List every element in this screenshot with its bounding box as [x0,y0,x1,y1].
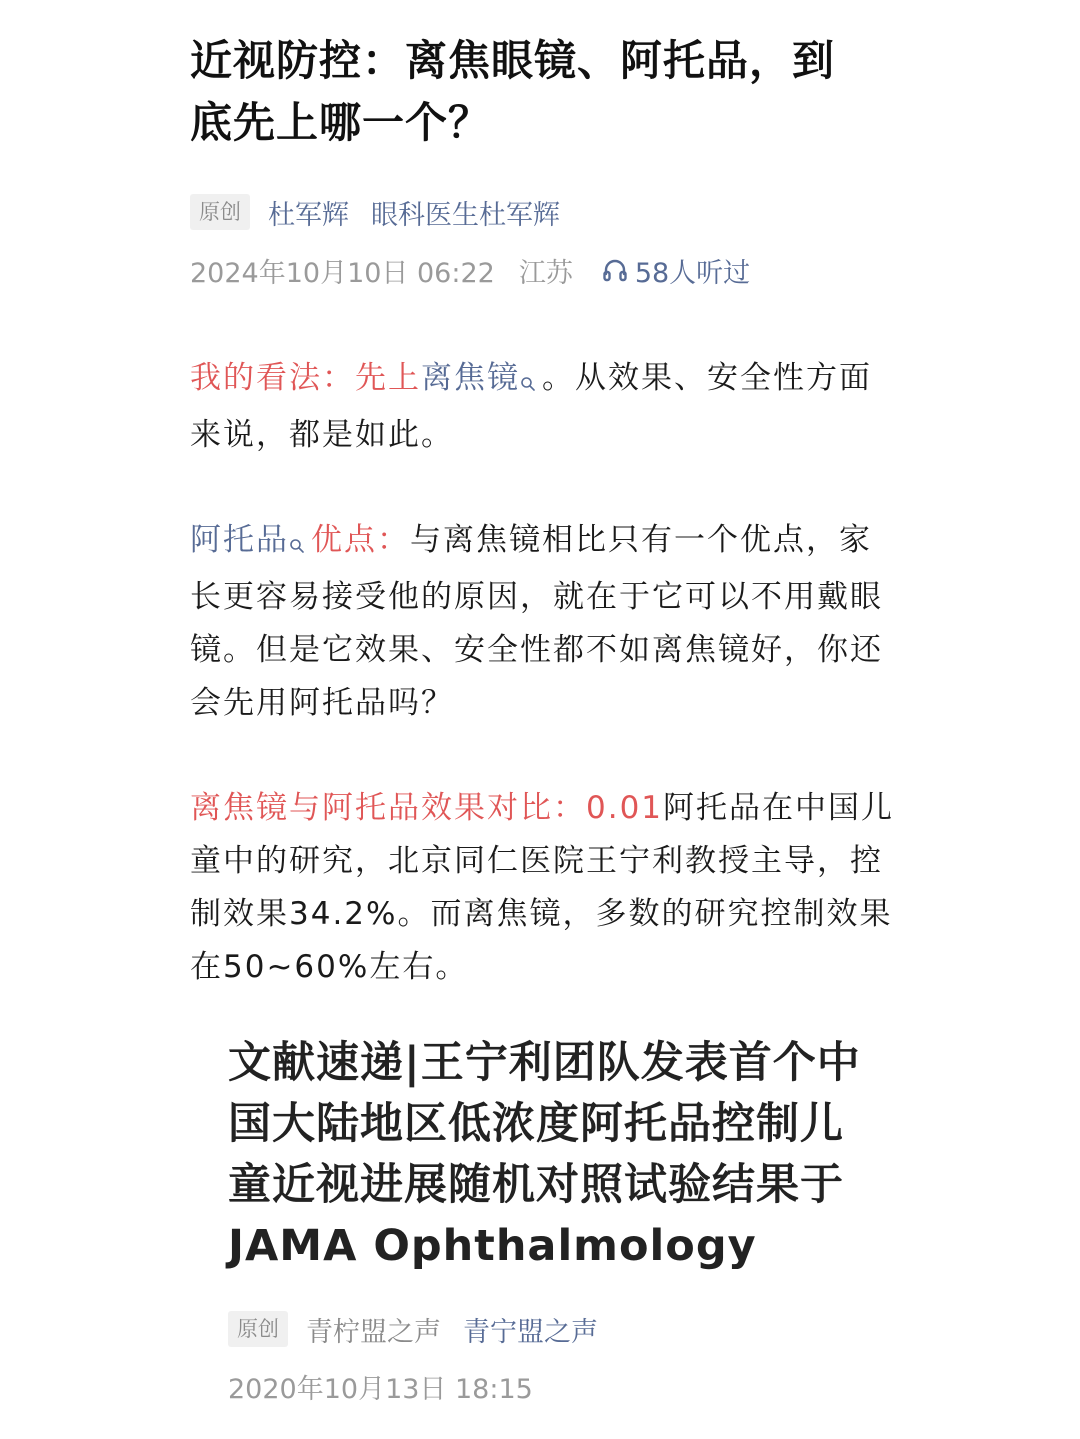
search-icon[interactable] [520,356,536,409]
article-meta-secondary [190,250,900,290]
search-icon[interactable] [289,518,305,571]
publish-date: 2024年10月10日 06:22 [190,257,495,289]
account-link[interactable]: 眼科医生杜军辉 [371,199,560,231]
headphone-icon [601,256,629,284]
original-badge: 原创 [190,194,250,230]
comparison-text: 阿托品在中国儿童中的研究，北京同仁医院王宁利教授主导，控制效果34.2%。而离焦镜，多数的研究控制效果在50~60%左右。 [190,790,895,985]
article-title-line2: 底先上哪一个？ [190,98,492,147]
keyword-link-lijiaojing[interactable]: 离焦镜 [421,360,520,396]
opinion-text: 。从效果、安全性方面来说，都是如此。 [190,360,872,453]
article-meta [190,192,900,232]
quoted-article-meta [228,1309,868,1349]
quoted-author: 青柠盟之声 [306,1316,441,1348]
opinion-label: 我的看法：先上 [190,360,421,396]
publish-location: 江苏 [518,257,573,289]
paragraph-opinion [190,352,900,462]
quoted-article-title: 文献速递|王宁利团队发表首个中国大陆地区低浓度阿托品控制儿童近视进展随机对照试验结果于JAMA Ophthalmology [228,1038,861,1271]
quoted-account-link[interactable]: 青宁盟之声 [463,1316,598,1348]
advantage-text: 与离焦镜相比只有一个优点，家长更容易接受他的原因，就在于它可以不用戴眼镜。但是它效果、安全性都不如离焦镜好，你还会先用阿托品吗？ [190,522,883,721]
article-title-line1: 近视防控：离焦眼镜、阿托品，到 [190,36,836,85]
author-link[interactable]: 杜军辉 [268,199,349,231]
article-title [190,30,900,154]
comparison-label: 离焦镜与阿托品效果对比：0.01 [190,790,664,826]
paragraph-atropine-advantage [190,514,900,730]
keyword-link-atropine[interactable]: 阿托品 [190,522,289,558]
original-badge: 原创 [228,1311,288,1347]
advantage-label: 优点： [311,522,410,558]
article [190,30,900,994]
quoted-article-card[interactable] [228,1033,868,1406]
listen-count: 58人听过 [634,257,751,289]
quoted-publish-date: 2020年10月13日 18:15 [228,1374,533,1405]
paragraph-comparison [190,782,900,994]
listen-button[interactable] [601,251,750,290]
